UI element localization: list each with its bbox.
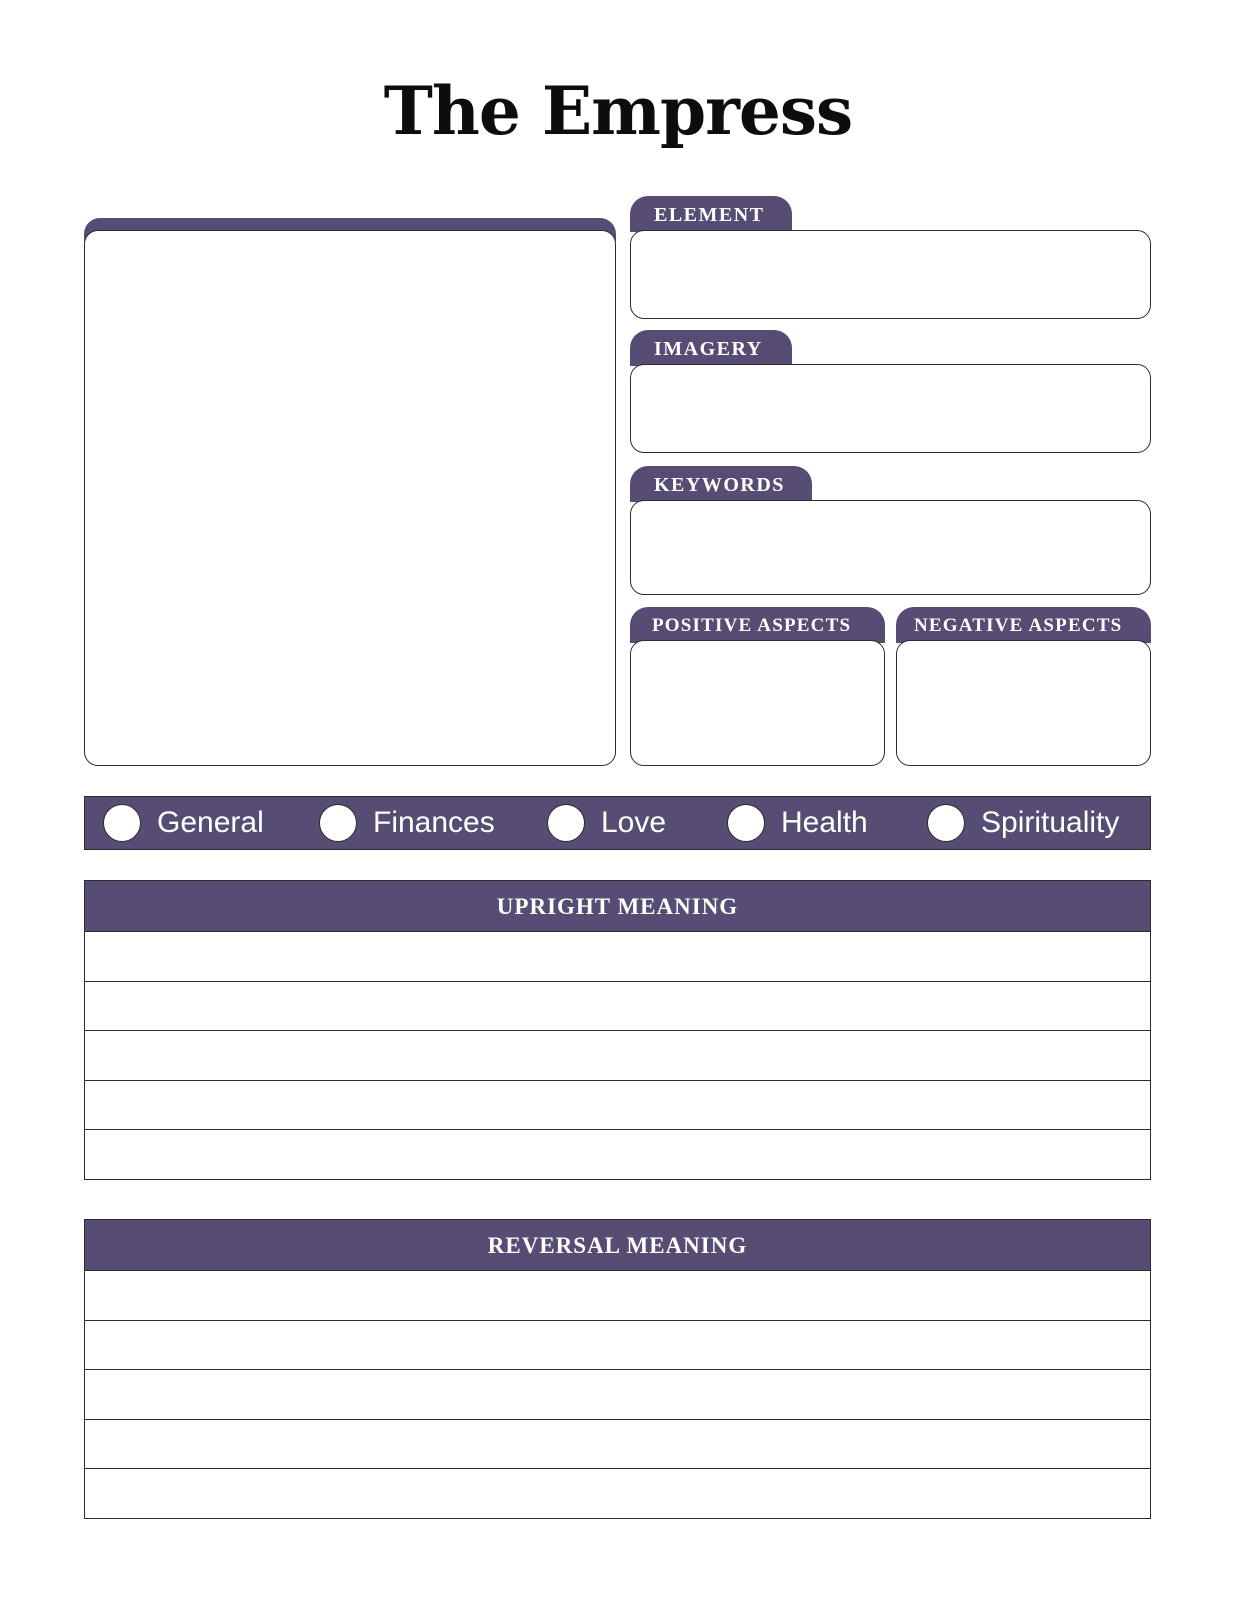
- radio-general[interactable]: [103, 804, 141, 842]
- reversal-meaning-section: [84, 1219, 1151, 1519]
- topic-label-finances: Finances: [373, 805, 495, 839]
- positive-aspects-field[interactable]: [630, 640, 885, 766]
- element-tab: ELEMENT: [630, 196, 792, 232]
- topic-label-spirituality: Spirituality: [981, 805, 1120, 839]
- negative-aspects-tab: NEGATIVE ASPECTS: [896, 607, 1151, 643]
- upright-meaning-heading: UPRIGHT MEANING: [85, 881, 1150, 932]
- topic-love[interactable]: [547, 797, 666, 848]
- upright-line[interactable]: [85, 1130, 1150, 1179]
- card-image-box[interactable]: [84, 230, 616, 766]
- upright-meaning-section: [84, 880, 1151, 1180]
- upright-line[interactable]: [85, 1031, 1150, 1081]
- topic-label-health: Health: [781, 805, 868, 839]
- keywords-tab: KEYWORDS: [630, 466, 812, 502]
- radio-health[interactable]: [727, 804, 765, 842]
- upright-line[interactable]: [85, 932, 1150, 982]
- imagery-field[interactable]: [630, 364, 1151, 453]
- negative-aspects-field[interactable]: [896, 640, 1151, 766]
- topic-spirituality[interactable]: [927, 797, 1119, 848]
- reversal-line[interactable]: [85, 1469, 1150, 1518]
- topic-label-general: General: [157, 805, 264, 839]
- topic-general[interactable]: [103, 797, 264, 848]
- keywords-field[interactable]: [630, 500, 1151, 595]
- card-image-area: [84, 218, 616, 766]
- reversal-line[interactable]: [85, 1321, 1150, 1371]
- reversal-line[interactable]: [85, 1271, 1150, 1321]
- topic-finances[interactable]: [319, 797, 495, 848]
- radio-finances[interactable]: [319, 804, 357, 842]
- radio-spirituality[interactable]: [927, 804, 965, 842]
- positive-aspects-tab: POSITIVE ASPECTS: [630, 607, 885, 643]
- topic-label-love: Love: [601, 805, 667, 839]
- imagery-tab: IMAGERY: [630, 330, 792, 366]
- page-title: The Empress: [383, 72, 853, 150]
- reversal-line[interactable]: [85, 1420, 1150, 1470]
- topic-bar: [84, 796, 1151, 850]
- element-field[interactable]: [630, 230, 1151, 319]
- reversal-meaning-heading: REVERSAL MEANING: [85, 1220, 1150, 1271]
- reversal-line[interactable]: [85, 1370, 1150, 1420]
- upright-line[interactable]: [85, 982, 1150, 1032]
- topic-health[interactable]: [727, 797, 868, 848]
- radio-love[interactable]: [547, 804, 585, 842]
- upright-line[interactable]: [85, 1081, 1150, 1131]
